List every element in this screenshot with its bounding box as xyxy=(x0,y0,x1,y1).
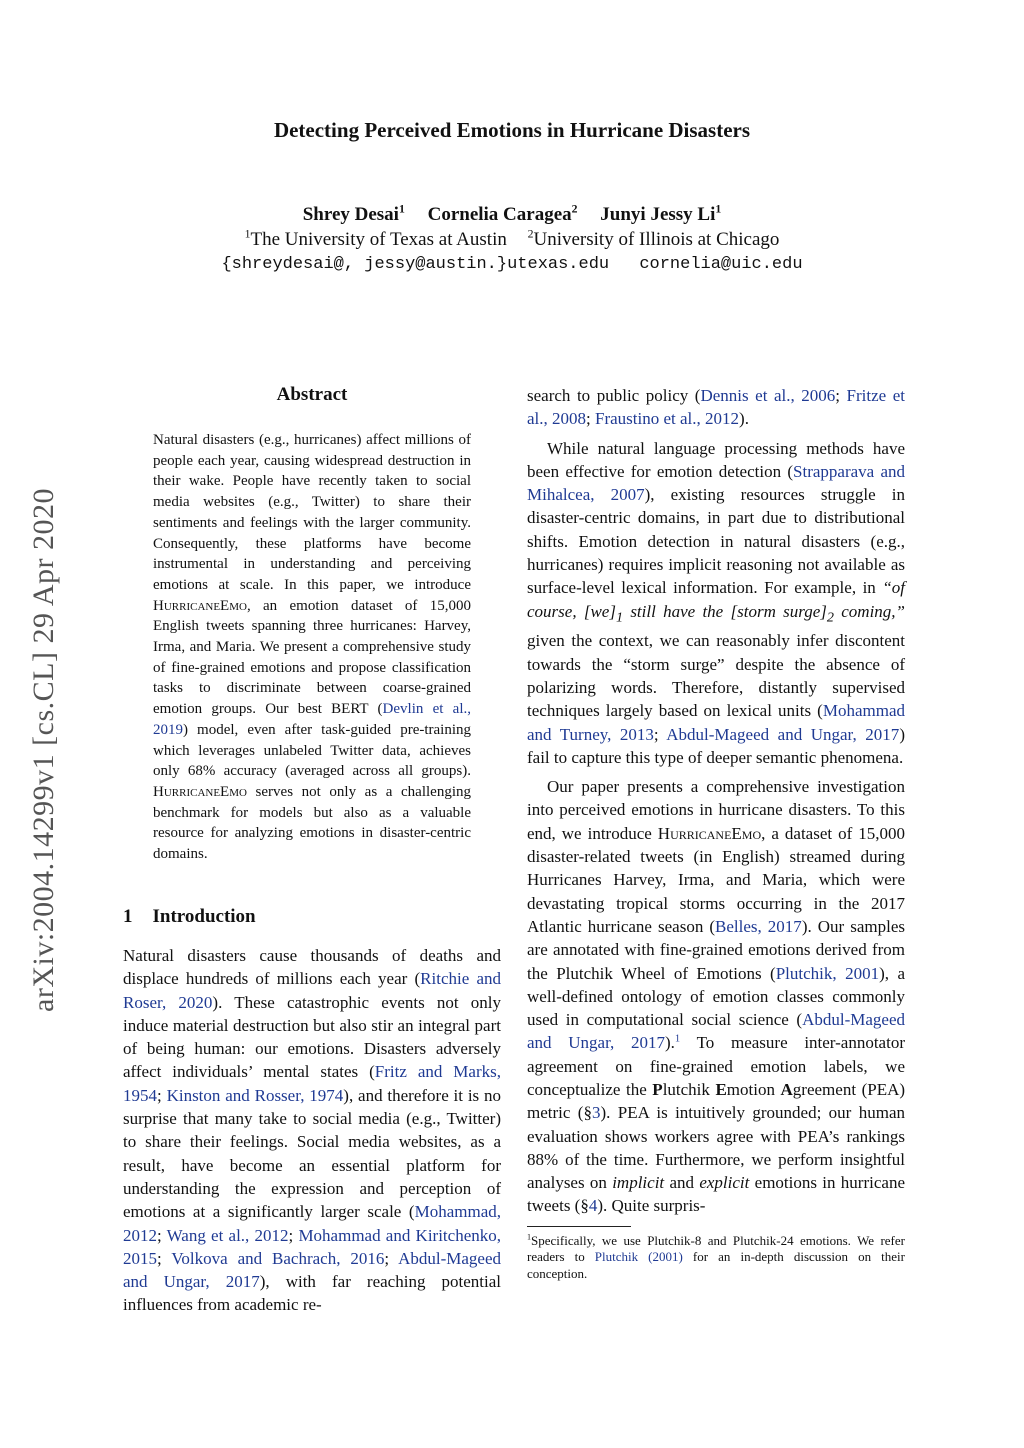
citation-link[interactable]: Dennis et al., 2006 xyxy=(700,386,836,405)
citation-link[interactable]: Plutchik, 2001 xyxy=(775,963,880,983)
paragraph: Our paper presents a comprehensive investigation into perceived emotions in hurricane disasters. To this end, we introduce HurricaneEmo, a dataset of 15,000 disaster-related tweets (in English) streamed during Hurricanes Harvey, Irma, and Maria, which were devastating tropical storms occurring in the 2017 Atlantic hurricane season (Belles, 2017). Our samples are annotated with fine-grained emotions derived from the Plutchik Wheel of Emotions (Plutchik, 2001), a well-defined ontology of emotion classes commonly used in computational social science (Abdul-Mageed and Ungar, 2017).$^1$ To measure inter-annotator agreement on fine-grained emotion labels, we conceptualize the Plutchik Emotion Agreement (PEA) metric (§3). PEA is intuitively grounded; our human evaluation shows workers agree with PEA’s rankings 88% of the time. Furthermore, we perform insightful analyses on implicit and explicit emotions in hurricane tweets (§4). Quite surpris- xyxy=(527,777,906,1216)
paragraph: While natural language processing methods have been effective for emotion detection (Strapparava and Mihalcea, 2007), existing resources struggle in disaster-centric domains, in part due to distributional shifts. Emotion detection in natural disasters (e.g., hurricanes) requires implicit reasoning not available as surface-level lexical information. For example, in “of course, $[we]_1$ still have the [storm $surge]_2$ coming,” given the context, we can reasonably infer discontent towards the “storm surge” despite the absence of polarizing words. Therefore, distantly supervised techniques largely based on lexical units (Mohammad and Turney, 2013; Abdul-Mageed and Ungar, 2017) fail to capture this type of deeper semantic phenomena. xyxy=(527,438,905,767)
citation-link[interactable]: Wang et al., 2012 xyxy=(166,1225,289,1245)
arxiv-identifier-text: arXiv:2004.14299v1 [cs.CL] 29 Apr 2020 xyxy=(27,488,60,1012)
citation-link[interactable]: Strapparava and Mihalcea, 2007 xyxy=(527,461,905,505)
footnote-marker[interactable]: 1 xyxy=(674,1033,681,1045)
section-reference[interactable]: 3 xyxy=(591,1103,601,1123)
citation-link[interactable]: Abdul-Mageed and Ungar, 2017 xyxy=(123,1248,501,1292)
arxiv-identifier xyxy=(24,450,64,1050)
affiliation-list xyxy=(0,229,1024,251)
abstract-body: Natural disasters (e.g., hurricanes) affect millions of people each year, causing widespread destruction in their wake. People have recently taken to social media websites (e.g., Twitter) to share their sentiments and feelings with the larger community. Consequently, these platforms have become instrumental in understanding and perceiving emotions at scale. In this paper, we introduce HurricaneEmo, an emotion dataset of 15,000 English tweets spanning three hurricanes: Harvey, Irma, and Maria. We present a comprehensive study of fine-grained emotions and propose classification tasks to discriminate between coarse-grained emotion groups. Our best BERT (Devlin et al., 2019) model, even after task-guided pre-training which leverages unlabeled Twitter data, achieves only 68% accuracy (averaged across all groups). HurricaneEmo serves not only as a challenging benchmark for models but also as a valuable resource for analyzing emotions in disaster-centric domains. xyxy=(153,432,471,863)
citation-link[interactable]: Mohammad and Turney, 2013 xyxy=(527,701,905,744)
author: Shrey Desai$^1$ xyxy=(302,202,405,225)
introduction-paragraph: Natural disasters cause thousands of deaths and displace hundreds of millions each year (Ritchie and Roser, 2020). These catastrophic events not only induce material destruction but also stir an integral part of being human: our emotions. Disasters adversely affect individuals’ mental states (Fritz and Marks, 1954; Kinston and Rosser, 1974), and therefore it is no surprise that many take to social media (e.g., Twitter) to share their feelings. Social media websites, as a result, have become an essential platform for understanding the expression and perception of emotions at a significantly larger scale (Mohammad, 2012; Wang et al., 2012; Mohammad and Kiritchenko, 2015; Volkova and Bachrach, 2016; Abdul-Mageed and Ungar, 2017), with far reaching potential influences from academic re- xyxy=(123,946,502,1315)
citation-link[interactable]: Kinston and Rosser, 1974 xyxy=(166,1085,344,1105)
author-list xyxy=(0,204,1024,226)
example-quote: “of course, $[we]_1$ still have the [storm $surge]_2$ coming,” xyxy=(527,578,905,626)
citation-link[interactable]: Volkova and Bachrach, 2016 xyxy=(171,1248,385,1268)
dataset-name: HurricaneEmo xyxy=(153,783,247,800)
email-address: cornelia@uic.edu xyxy=(639,255,803,274)
email-list xyxy=(0,255,1024,274)
citation-link[interactable]: Plutchik (2001) xyxy=(594,1249,683,1265)
author: Junyi Jessy Li$^1$ xyxy=(600,202,722,225)
citation-link[interactable]: Belles, 2017 xyxy=(715,916,802,936)
citation-link[interactable]: Mohammad and Kiritchenko, 2015 xyxy=(123,1225,501,1268)
section-heading-introduction: 1 Introduction xyxy=(123,906,256,927)
citation-link[interactable]: Devlin et al., 2019 xyxy=(153,701,471,738)
citation-link[interactable]: Abdul-Mageed and Ungar, 2017 xyxy=(666,724,900,744)
dataset-name: HurricaneEmo xyxy=(657,823,762,843)
footnote: $^1$Specifically, we use Plutchik-8 and Plutchik-24 emotions. We refer readers to Plutchik (2001) for an in-depth discussion on their conception. xyxy=(527,1232,905,1281)
author: Cornelia Caragea$^2$ xyxy=(427,202,578,225)
right-column xyxy=(527,384,905,1282)
citation-link[interactable]: Fritz and Marks, 1954 xyxy=(123,1062,501,1105)
citation-link[interactable]: Ritchie and Roser, 2020 xyxy=(123,969,501,1012)
affiliation: $^2$University of Illinois at Chicago xyxy=(527,227,780,250)
citation-link[interactable]: Abdul-Mageed and Ungar, 2017 xyxy=(527,1010,905,1053)
citation-link[interactable]: Fraustino et al., 2012 xyxy=(595,409,740,429)
affiliation: $^1$The University of Texas at Austin xyxy=(244,227,507,250)
section-reference[interactable]: 4 xyxy=(588,1196,598,1216)
dataset-name: HurricaneEmo xyxy=(153,597,247,614)
citation-link[interactable]: Mohammad, 2012 xyxy=(123,1202,501,1245)
citation-link[interactable]: Fritze et al., 2008 xyxy=(527,386,906,429)
paragraph-continued: search to public policy (Dennis et al., 2006; Fritze et al., 2008; Fraustino et al., 2012). xyxy=(527,386,906,429)
email-address: {shreydesai@, jessy@austin.}utexas.edu xyxy=(221,255,610,274)
paper-title: Detecting Perceived Emotions in Hurricane Disasters xyxy=(273,118,751,142)
footnote-divider xyxy=(527,1226,631,1233)
abstract-heading: Abstract xyxy=(276,384,348,405)
